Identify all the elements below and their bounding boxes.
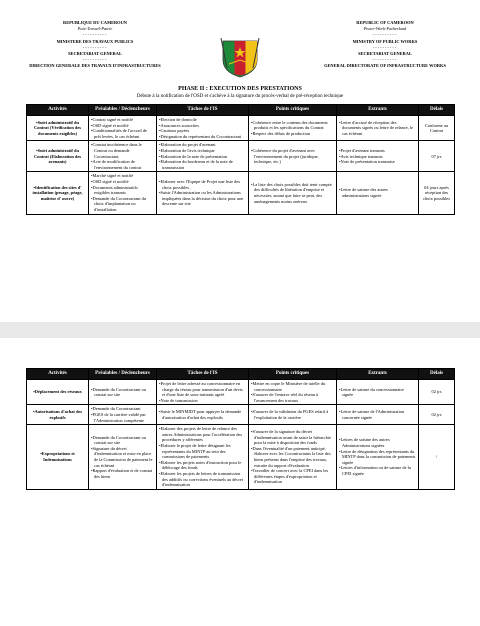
list-item: • Projet de lettre adressé au concessionnaire en charge du réseau pour transmission d'un devis et d'une liste de sous-traitants agréé: [159, 381, 246, 398]
critical-points-cell-list: [251, 429, 334, 485]
secretariat-en: SECRETARIAT GENERAL: [358, 51, 412, 57]
activity-cell: •Déplacement des réseaux: [27, 380, 89, 405]
tasks-cell: [157, 116, 249, 141]
prerequisites-cell-list: [91, 117, 154, 139]
directorate-en: GENERAL DIRECTORATE OF INFRASTRUCTURE WORKS: [324, 63, 446, 69]
tasks-cell-list: [159, 142, 246, 170]
critical-points-cell: [249, 405, 337, 425]
list-item: • Lettre de saisine du concessionnaire signée: [339, 387, 416, 398]
tasks-cell: [157, 425, 249, 490]
outputs-cell: [337, 380, 419, 405]
outputs-cell: [337, 141, 419, 172]
list-item: • Lettres d'information ou de saisine de la CPEI signée: [339, 465, 416, 476]
table-row: [27, 172, 455, 214]
list-item: • S'assurer de l'entrave réel du réseau à l'avancement des travaux: [251, 392, 334, 403]
critical-points-cell: [249, 172, 337, 214]
prerequisites-cell-list: [91, 173, 154, 212]
phase-title: PHASE II : EXECUTION DES PRESTATIONS: [178, 86, 302, 92]
critical-points-cell: [249, 116, 337, 141]
critical-points-cell: [249, 141, 337, 172]
list-item: • Lettre de saisine des autres administrations signée: [339, 187, 416, 198]
tasks-cell: [157, 380, 249, 405]
prerequisites-cell-list: [91, 406, 154, 423]
list-item: • Saisir l'Administration ou les Administrations impliquées dans la décision du choix pour une descente sur site: [159, 190, 246, 207]
prerequisites-cell: [89, 172, 157, 214]
col-header-prerequisites: Préalables / Déclencheurs: [89, 105, 157, 116]
directorate-fr: DIRECTION GENERALE DES TRAVAUX D'INFRASTRUCTURES: [29, 63, 161, 69]
list-item: • Acte de modification de l'environnement du contrat: [91, 159, 154, 170]
col-header-activities: Activités: [27, 105, 89, 116]
col-header-outputs: Extrants: [337, 369, 419, 380]
list-item: • Travailler de concert avec la CPEI dans les différentes étapes d'expropriation et d'indemnisation: [251, 468, 334, 485]
list-item: • OSD signé et notifié: [91, 179, 154, 185]
critical-points-cell-list: [251, 120, 334, 137]
delay-cell: Conforme au Contrat: [419, 116, 455, 141]
list-item: • Demande du Cocontractant ou constat sur site: [91, 435, 154, 446]
col-header-outputs: Extrants: [337, 105, 419, 116]
motto-fr: Paix-Travail-Patrie: [77, 26, 113, 32]
list-item: • Lettre de désignation des représentants du MINTP dans la commission de paiements signée: [339, 449, 416, 466]
list-item: • Saisir le MINMIDT pour appuyer la demande d'autorisation d'achat des explosifs: [159, 409, 246, 420]
table-header-row: [27, 105, 455, 116]
table-header-row: [27, 369, 455, 380]
list-item: • Contrat signé et notifié: [91, 117, 154, 123]
col-header-critical-points: Points critiques: [249, 105, 337, 116]
phase-table-part-2: [26, 368, 455, 490]
tasks-cell: [157, 172, 249, 214]
outputs-cell: [337, 405, 419, 425]
separator-en: ----------: [372, 32, 398, 38]
list-item: • Elaborer le projet de lettre désignant les représentants du MINTP au sein des commissions de paiements: [159, 443, 246, 460]
list-item: • Assurances souscrites: [159, 123, 246, 129]
list-item: • Demande du Cocontractant ou constat sur site: [91, 387, 154, 398]
tasks-cell-list: [159, 179, 246, 207]
list-item: • Elaborer avec l'Equipe de Projet une liste des choix possibles: [159, 179, 246, 190]
prerequisites-cell: [89, 116, 157, 141]
list-item: • Elaboration de la note de présentation: [159, 154, 246, 160]
table-row: [27, 141, 455, 172]
outputs-cell-list: [339, 437, 416, 476]
list-item: • Election de domicile: [159, 117, 246, 123]
list-item: • Elaboration de l'avis technique: [159, 148, 246, 154]
list-item: • Demande du Cocontractant du choix d'implantation ou d'installation: [91, 196, 154, 213]
prerequisites-cell: [89, 425, 157, 490]
delay-cell: 07 jrs: [419, 141, 455, 172]
delay-cell: /: [419, 425, 455, 490]
document-page-2: [0, 338, 480, 626]
outputs-cell-list: [339, 187, 416, 198]
list-item: • Lettres de saisine des autres Administrations signées: [339, 437, 416, 448]
table-row: [27, 405, 455, 425]
list-item: • Elaborer des projets de lettre de relance des autres Administrations pour l'accélération des procédures y afférentes: [159, 426, 246, 443]
list-item: • Cautions payées: [159, 128, 246, 134]
list-item: • Marché signé et notifié: [91, 173, 154, 179]
list-item: • Elaboration du bordereau et de la note de transmission: [159, 159, 246, 170]
delay-cell: 04 jours après réception des choix possibles: [419, 172, 455, 214]
list-item: • Elaborer les projets de lettres de transmission des additifs ou corrections éventuels au décret d'indemnisation: [159, 471, 246, 488]
list-item: • Constat incohérence dans le Contrat ou demande Cocontractant: [91, 142, 154, 159]
list-item: • S'assurer de la signature du décret d'indemnisation avant de saisir la hiérarchie pour la mise à disposition des fonds: [251, 429, 334, 446]
list-item: • Lettre de saisine de l'Administration concernée signée: [339, 409, 416, 420]
col-header-delays: Délais: [419, 105, 455, 116]
phase-subtitle: Débute à la notification de l'OSD et s'achève à la signature du procès-verbal de pré-réception technique: [136, 94, 344, 99]
activity-cell: •Autorisations d'achat des explosifs: [27, 405, 89, 425]
col-header-activities: Activités: [27, 369, 89, 380]
letterhead-french: [0, 20, 190, 70]
outputs-cell-list: [339, 387, 416, 398]
list-item: • Dans l'éventualité d'un paiement anticipé, élaborer avec les Cocontractants la liste des biens présents dans l'emprise des travaux, extraite du rapport d'évaluation: [251, 446, 334, 468]
list-item: • Cohérence entre le contenu des documents produits et les spécifications du Contrat: [251, 120, 334, 131]
list-item: • PGES de la carrière validé par l'Administration compétente: [91, 412, 154, 423]
list-item: • Demande du Cocontractant: [91, 406, 154, 412]
ministry-en: MINISTRY OF PUBLIC WORKS: [352, 38, 418, 44]
outputs-cell-list: [339, 409, 416, 420]
phase-table-part-1: [26, 104, 455, 215]
table-row: [27, 425, 455, 490]
tasks-cell-list: [159, 426, 246, 488]
critical-points-cell: [249, 380, 337, 405]
col-header-critical-points: Points critiques: [249, 369, 337, 380]
critical-points-cell-list: [251, 182, 334, 204]
list-item: • OSD signé et notifié: [91, 123, 154, 129]
prerequisites-cell: [89, 141, 157, 172]
critical-points-cell-list: [251, 409, 334, 420]
prerequisites-cell: [89, 380, 157, 405]
delay-cell: 02 jrs: [419, 380, 455, 405]
outputs-cell: [337, 116, 419, 141]
coat-of-arms-icon: [219, 38, 261, 78]
list-item: • Projet d'avenant transmis: [339, 148, 416, 154]
list-item: • Mettre en copie le Ministère de tutelle du concessionnaire: [251, 381, 334, 392]
list-item: • Signature du décret d'indemnisation et mise en place de la Commission de paiement le cas échéant: [91, 446, 154, 468]
col-header-tasks: Tâches de l'IS: [157, 369, 249, 380]
prerequisites-cell-list: [91, 387, 154, 398]
tasks-cell-list: [159, 409, 246, 420]
critical-points-cell: [249, 425, 337, 490]
tasks-cell-list: [159, 381, 246, 403]
outputs-cell-list: [339, 148, 416, 165]
letterhead-english: [290, 20, 480, 70]
list-item: • La liste des choix possibles doit tenir compte des difficultés de libération d'emprise et nécessiter, autant que faire se peut, des aménagements moins onéreux: [251, 182, 334, 204]
activity-cell: •Expropriations et Indemnisations: [27, 425, 89, 490]
letterhead: [0, 20, 480, 90]
country-name-fr: REPUBLIQUE DU CAMEROUN: [63, 20, 127, 25]
separator-fr-3: ----------: [82, 57, 108, 63]
list-item: • Désignation du représentant du Cocontractant: [159, 134, 246, 140]
prerequisites-cell: [89, 405, 157, 425]
ministry-fr: MINISTERE DES TRAVAUX PUBLICS: [56, 38, 134, 44]
list-item: • Elaboration du projet d'avenant: [159, 142, 246, 148]
table-row: [27, 380, 455, 405]
list-item: • Note de présentation transmise: [339, 159, 416, 165]
secretariat-fr: SECRETARIAT GENERAL: [68, 51, 122, 57]
tasks-cell: [157, 405, 249, 425]
critical-points-cell-list: [251, 381, 334, 403]
separator-fr: ----------: [82, 32, 108, 38]
activity-cell: •Suivi administratif du Contrat (Elaboration des avenants): [27, 141, 89, 172]
list-item: • Respect des délais de production: [251, 131, 334, 137]
tasks-cell: [157, 141, 249, 172]
delay-cell: 02 jrs: [419, 405, 455, 425]
critical-points-cell-list: [251, 148, 334, 165]
motto-en: Peace-Work-Fatherland: [363, 26, 407, 32]
outputs-cell-list: [339, 120, 416, 137]
separator-fr-2: ----------: [82, 44, 108, 50]
list-item: • Rapport d'évaluation et de constat des biens: [91, 468, 154, 479]
list-item: • Elaborer les projets notes d'instruction pour le déblocage des fonds: [159, 460, 246, 471]
outputs-cell: [337, 425, 419, 490]
tasks-cell-list: [159, 117, 246, 139]
activity-cell: •Identification des sites d' installation (pesage, péage, maîtrise d' ouvre): [27, 172, 89, 214]
prerequisites-cell-list: [91, 142, 154, 170]
table-row: [27, 116, 455, 141]
list-item: • Documents administratifs exigibles transmis: [91, 185, 154, 196]
list-item: • Conditionnalités de l'accord de prêt levées, le cas échéant: [91, 128, 154, 139]
list-item: • S'assurer de la validation du PGES relatif à l'exploitation de la carrière: [251, 409, 334, 420]
col-header-tasks: Tâches de l'IS: [157, 105, 249, 116]
list-item: • Cohérence du projet d'avenant avec l'environnement du projet (juridique, technique, etc.): [251, 148, 334, 165]
outputs-cell: [337, 172, 419, 214]
list-item: • Avis technique transmis: [339, 154, 416, 160]
country-name-en: REPUBLIC OF CAMEROON: [356, 20, 414, 25]
activity-cell: •Suivi administratif du Contrat (Vérification des documents exigibles): [27, 116, 89, 141]
list-item: • Lettre d'accusé de réception des documents signés ou lettre de relance, le cas échéant: [339, 120, 416, 137]
col-header-delays: Délais: [419, 369, 455, 380]
col-header-prerequisites: Préalables / Déclencheurs: [89, 369, 157, 380]
list-item: • Note de transmission: [159, 398, 246, 404]
prerequisites-cell-list: [91, 435, 154, 480]
separator-en-2: ----------: [372, 44, 398, 50]
separator-en-3: ----------: [372, 57, 398, 63]
